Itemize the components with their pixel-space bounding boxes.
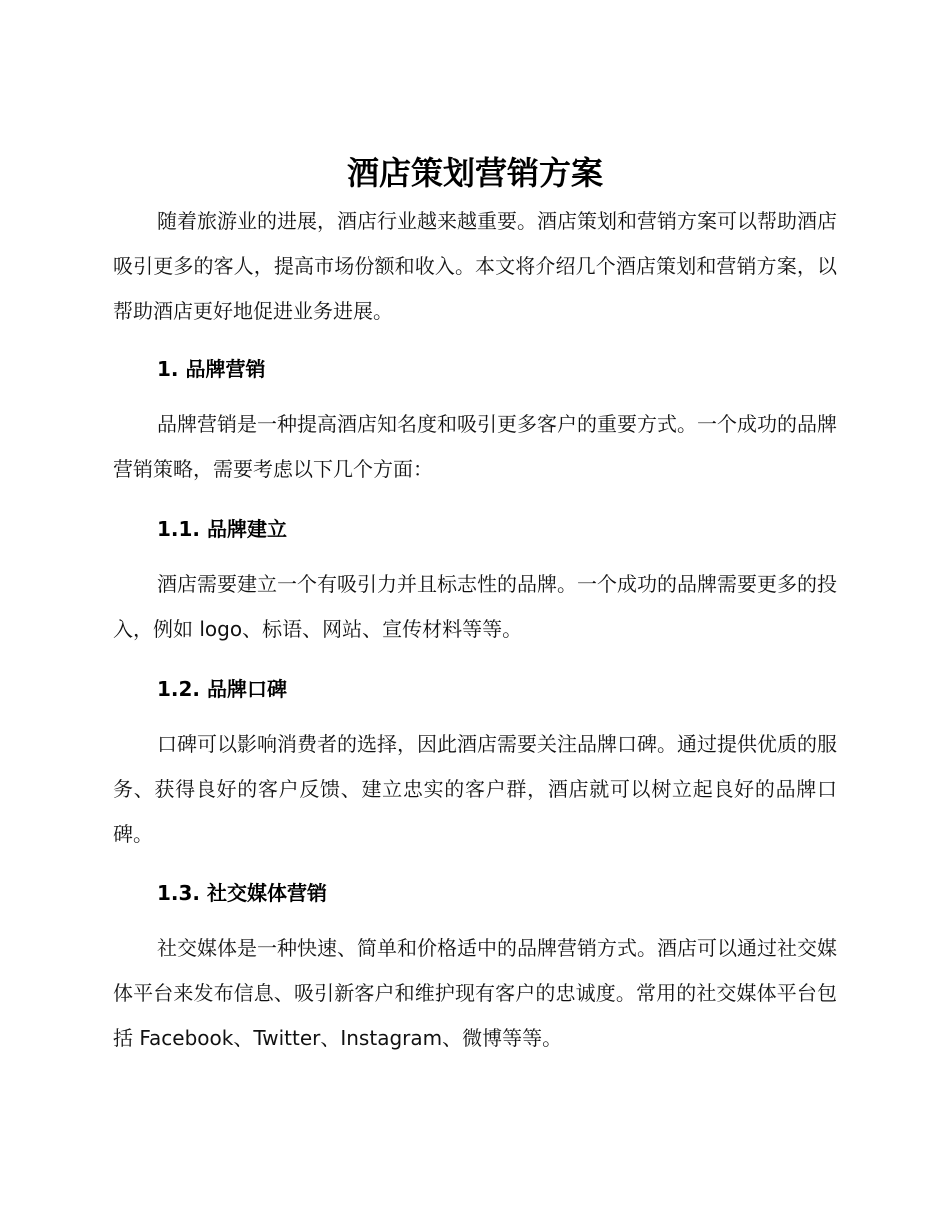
document-title: 酒店策划营销方案 bbox=[346, 154, 603, 192]
section-heading-social-media: 1.3. 社交媒体营销 bbox=[157, 881, 327, 905]
section-body-brand-marketing: 品牌营销是一种提高酒店知名度和吸引更多客户的重要方式。一个成功的品牌营销策略，需要考虑以下几个方面： bbox=[113, 412, 837, 481]
section-heading-brand-marketing: 1. 品牌营销 bbox=[157, 357, 266, 381]
section-heading-brand-building: 1.1. 品牌建立 bbox=[157, 517, 287, 541]
intro-paragraph: 随着旅游业的进展，酒店行业越来越重要。酒店策划和营销方案可以帮助酒店吸引更多的客人，提高市场份额和收入。本文将介绍几个酒店策划和营销方案，以帮助酒店更好地促进业务进展。 bbox=[113, 209, 837, 323]
section-heading-brand-reputation: 1.2. 品牌口碑 bbox=[157, 677, 287, 701]
section-body-social-media: 社交媒体是一种快速、简单和价格适中的品牌营销方式。酒店可以通过社交媒体平台来发布信息、吸引新客户和维护现有客户的忠诚度。常用的社交媒体平台包括 Facebook、Twitter、Instagram、微博等等。 bbox=[113, 936, 837, 1050]
section-body-brand-reputation: 口碑可以影响消费者的选择，因此酒店需要关注品牌口碑。通过提供优质的服务、获得良好的客户反馈、建立忠实的客户群，酒店就可以树立起良好的品牌口碑。 bbox=[113, 732, 837, 846]
section-body-brand-building: 酒店需要建立一个有吸引力并且标志性的品牌。一个成功的品牌需要更多的投入，例如 logo、标语、网站、宣传材料等等。 bbox=[113, 572, 837, 641]
